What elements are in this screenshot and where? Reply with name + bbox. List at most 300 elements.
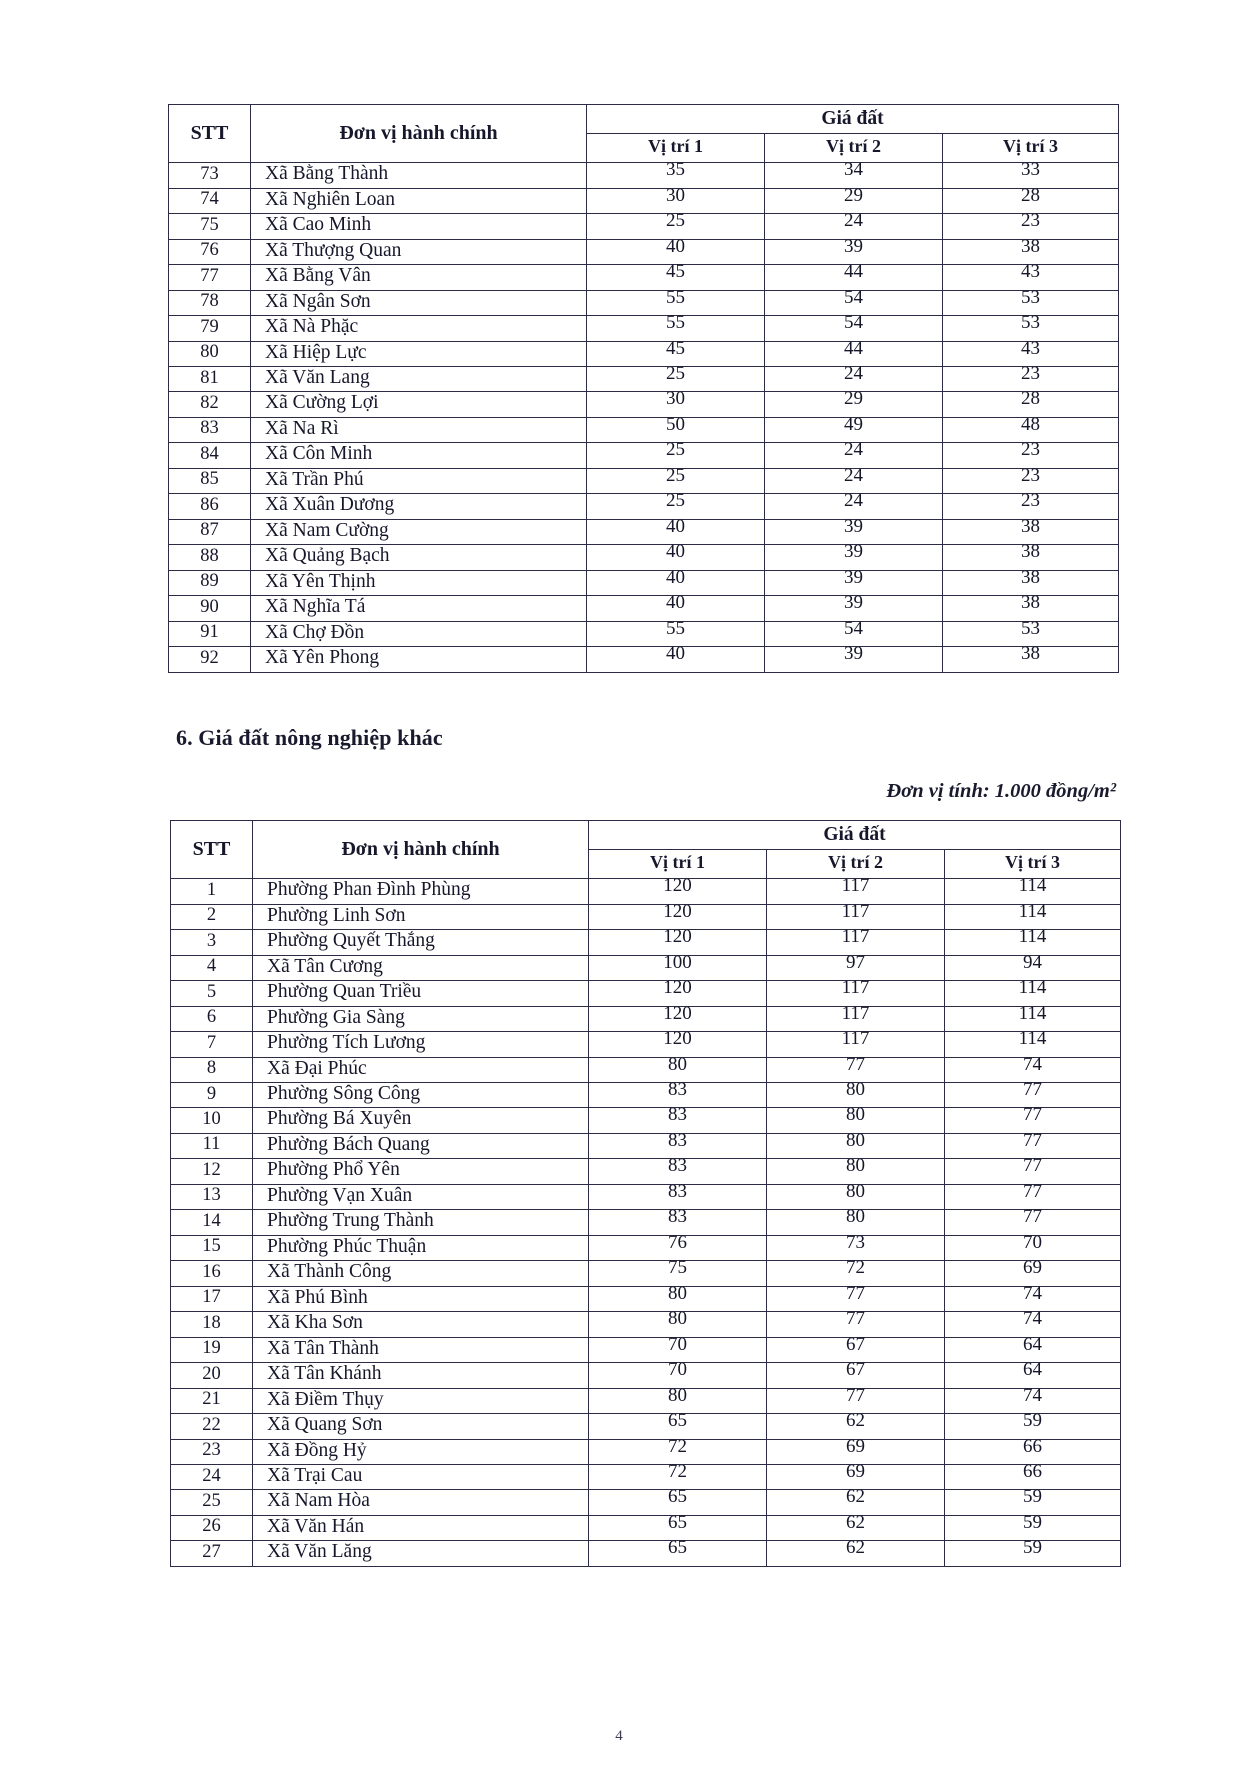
cell-admin-unit: Xã Kha Sơn [253,1312,589,1337]
cell-position-2: 39 [765,647,943,672]
cell-position-3: 38 [943,647,1119,672]
cell-position-1: 83 [589,1210,767,1235]
cell-position-1: 40 [587,596,765,621]
cell-position-3: 114 [945,1032,1121,1057]
cell-admin-unit: Phường Phan Đình Phùng [253,879,589,904]
table-row [171,1057,1121,1082]
cell-admin-unit: Phường Bá Xuyên [253,1108,589,1133]
cell-position-1: 50 [587,417,765,442]
cell-admin-unit: Phường Quyết Thắng [253,930,589,955]
table-row [171,1515,1121,1540]
cell-position-3: 114 [945,930,1121,955]
cell-position-3: 64 [945,1363,1121,1388]
cell-position-1: 25 [587,468,765,493]
cell-admin-unit: Phường Quan Triều [253,981,589,1006]
cell-position-3: 53 [943,290,1119,315]
cell-position-1: 83 [589,1108,767,1133]
cell-position-1: 40 [587,239,765,264]
cell-position-2: 54 [765,316,943,341]
cell-position-1: 80 [589,1057,767,1082]
cell-stt: 4 [171,955,253,980]
table-row [171,1439,1121,1464]
cell-position-2: 39 [765,596,943,621]
cell-position-1: 65 [589,1541,767,1566]
cell-position-2: 24 [765,494,943,519]
cell-stt: 16 [171,1261,253,1286]
cell-position-1: 30 [587,188,765,213]
cell-position-1: 35 [587,163,765,188]
cell-position-1: 55 [587,290,765,315]
cell-position-2: 117 [767,879,945,904]
cell-position-1: 25 [587,214,765,239]
cell-position-3: 94 [945,955,1121,980]
table-row [169,341,1119,366]
cell-position-3: 74 [945,1388,1121,1413]
cell-position-3: 77 [945,1133,1121,1158]
table-row [169,621,1119,646]
cell-position-3: 66 [945,1439,1121,1464]
table-row [169,214,1119,239]
cell-position-1: 25 [587,366,765,391]
cell-admin-unit: Xã Nghĩa Tá [251,596,587,621]
page-number: 4 [615,1728,623,1744]
cell-position-3: 28 [943,392,1119,417]
table-row [169,392,1119,417]
cell-position-1: 83 [589,1159,767,1184]
cell-admin-unit: Xã Nam Hòa [253,1490,589,1515]
cell-position-2: 77 [767,1057,945,1082]
cell-admin-unit: Xã Trần Phú [251,468,587,493]
cell-admin-unit: Phường Tích Lương [253,1032,589,1057]
cell-position-2: 62 [767,1490,945,1515]
table-row [169,519,1119,544]
cell-position-3: 43 [943,265,1119,290]
cell-position-1: 120 [589,904,767,929]
cell-position-1: 100 [589,955,767,980]
table-row [171,1541,1121,1566]
cell-position-3: 23 [943,468,1119,493]
cell-position-2: 80 [767,1159,945,1184]
table-row [171,1032,1121,1057]
cell-position-1: 65 [589,1490,767,1515]
cell-stt: 74 [169,188,251,213]
cell-position-2: 29 [765,392,943,417]
cell-position-2: 77 [767,1312,945,1337]
cell-admin-unit: Xã Ngân Sơn [251,290,587,315]
table-row [171,981,1121,1006]
cell-stt: 20 [171,1363,253,1388]
cell-admin-unit: Xã Nà Phặc [251,316,587,341]
column-header-admin-unit: Đơn vị hành chính [251,105,587,163]
cell-stt: 25 [171,1490,253,1515]
cell-admin-unit: Phường Sông Công [253,1082,589,1107]
table-header [169,105,1119,163]
cell-position-1: 40 [587,647,765,672]
table-row [171,1465,1121,1490]
cell-position-1: 30 [587,392,765,417]
cell-position-3: 38 [943,239,1119,264]
cell-position-1: 45 [587,265,765,290]
table-row [171,1159,1121,1184]
cell-stt: 13 [171,1184,253,1209]
table-row [169,494,1119,519]
land-price-table-continued [168,104,1118,673]
cell-position-2: 54 [765,290,943,315]
cell-stt: 88 [169,545,251,570]
price-table [168,104,1119,673]
cell-admin-unit: Phường Phổ Yên [253,1159,589,1184]
cell-position-3: 66 [945,1465,1121,1490]
other-agricultural-land-price-table [170,820,1120,1567]
cell-position-2: 80 [767,1133,945,1158]
cell-admin-unit: Xã Thượng Quan [251,239,587,264]
cell-position-1: 55 [587,621,765,646]
cell-position-2: 97 [767,955,945,980]
cell-admin-unit: Xã Tân Thành [253,1337,589,1362]
column-header-position-3: Vị trí 3 [943,134,1119,163]
table-row [171,1337,1121,1362]
cell-position-1: 120 [589,930,767,955]
cell-position-2: 44 [765,341,943,366]
cell-stt: 8 [171,1057,253,1082]
cell-position-2: 24 [765,468,943,493]
cell-position-1: 80 [589,1312,767,1337]
table-row [171,955,1121,980]
cell-admin-unit: Xã Văn Hán [253,1515,589,1540]
cell-stt: 73 [169,163,251,188]
cell-position-2: 39 [765,519,943,544]
cell-position-1: 25 [587,494,765,519]
cell-position-3: 59 [945,1490,1121,1515]
cell-position-2: 39 [765,239,943,264]
cell-position-1: 120 [589,879,767,904]
table-row [171,930,1121,955]
cell-stt: 7 [171,1032,253,1057]
cell-position-1: 83 [589,1082,767,1107]
cell-position-2: 54 [765,621,943,646]
cell-stt: 90 [169,596,251,621]
cell-stt: 9 [171,1082,253,1107]
cell-admin-unit: Xã Quang Sơn [253,1414,589,1439]
cell-position-2: 39 [765,545,943,570]
unit-of-measure-note: Đơn vị tính: 1.000 đồng/m² [886,780,1116,802]
cell-stt: 24 [171,1465,253,1490]
cell-position-3: 38 [943,570,1119,595]
table-body [171,875,1121,1567]
cell-position-3: 59 [945,1414,1121,1439]
cell-position-3: 28 [943,188,1119,213]
cell-admin-unit: Xã Thành Công [253,1261,589,1286]
column-header-stt: STT [171,821,253,879]
cell-position-1: 80 [589,1388,767,1413]
cell-stt: 19 [171,1337,253,1362]
cell-admin-unit: Xã Phú Bình [253,1286,589,1311]
cell-stt: 10 [171,1108,253,1133]
table-row [171,1388,1121,1413]
cell-position-3: 23 [943,366,1119,391]
cell-position-3: 53 [943,621,1119,646]
cell-position-1: 76 [589,1235,767,1260]
cell-stt: 14 [171,1210,253,1235]
cell-position-2: 29 [765,188,943,213]
table-row [169,468,1119,493]
table-row [171,1490,1121,1515]
cell-stt: 75 [169,214,251,239]
table-row [171,1414,1121,1439]
cell-position-3: 114 [945,904,1121,929]
cell-position-2: 69 [767,1439,945,1464]
cell-stt: 86 [169,494,251,519]
cell-position-1: 40 [587,519,765,544]
table-row [171,879,1121,904]
cell-stt: 79 [169,316,251,341]
cell-position-1: 70 [589,1337,767,1362]
cell-stt: 17 [171,1286,253,1311]
section-heading: 6. Giá đất nông nghiệp khác [176,725,443,750]
table-row [169,366,1119,391]
price-table [170,820,1121,1567]
cell-admin-unit: Phường Bách Quang [253,1133,589,1158]
cell-stt: 12 [171,1159,253,1184]
cell-position-1: 83 [589,1133,767,1158]
cell-position-3: 23 [943,214,1119,239]
column-header-position-1: Vị trí 1 [589,850,767,879]
cell-stt: 85 [169,468,251,493]
cell-position-1: 72 [589,1439,767,1464]
cell-stt: 89 [169,570,251,595]
cell-admin-unit: Xã Văn Lăng [253,1541,589,1566]
table-row [169,265,1119,290]
cell-admin-unit: Xã Nam Cường [251,519,587,544]
cell-admin-unit: Phường Trung Thành [253,1210,589,1235]
cell-position-2: 39 [765,570,943,595]
cell-admin-unit: Xã Yên Thịnh [251,570,587,595]
cell-stt: 2 [171,904,253,929]
cell-position-1: 72 [589,1465,767,1490]
cell-stt: 21 [171,1388,253,1413]
cell-position-2: 117 [767,1032,945,1057]
cell-admin-unit: Xã Hiệp Lực [251,341,587,366]
cell-stt: 5 [171,981,253,1006]
cell-stt: 80 [169,341,251,366]
cell-admin-unit: Xã Điềm Thụy [253,1388,589,1413]
cell-stt: 81 [169,366,251,391]
cell-position-1: 25 [587,443,765,468]
cell-position-1: 70 [589,1363,767,1388]
table-row [169,239,1119,264]
cell-admin-unit: Phường Gia Sàng [253,1006,589,1031]
cell-position-2: 69 [767,1465,945,1490]
cell-stt: 92 [169,647,251,672]
cell-admin-unit: Xã Nghiên Loan [251,188,587,213]
cell-stt: 76 [169,239,251,264]
cell-stt: 27 [171,1541,253,1566]
cell-position-3: 77 [945,1184,1121,1209]
cell-position-3: 48 [943,417,1119,442]
cell-stt: 22 [171,1414,253,1439]
table-row [169,290,1119,315]
cell-position-1: 80 [589,1286,767,1311]
table-row [171,1312,1121,1337]
cell-admin-unit: Xã Tân Khánh [253,1363,589,1388]
cell-stt: 6 [171,1006,253,1031]
cell-position-1: 65 [589,1414,767,1439]
table-row [171,1261,1121,1286]
cell-admin-unit: Phường Vạn Xuân [253,1184,589,1209]
cell-admin-unit: Xã Văn Lang [251,366,587,391]
cell-position-1: 40 [587,545,765,570]
table-row [171,1006,1121,1031]
cell-admin-unit: Xã Cường Lợi [251,392,587,417]
cell-position-2: 117 [767,981,945,1006]
cell-position-1: 65 [589,1515,767,1540]
column-header-position-2: Vị trí 2 [767,850,945,879]
cell-position-3: 114 [945,981,1121,1006]
column-header-stt: STT [169,105,251,163]
table-row [171,1184,1121,1209]
cell-stt: 18 [171,1312,253,1337]
cell-position-2: 49 [765,417,943,442]
cell-position-3: 70 [945,1235,1121,1260]
column-header-position-3: Vị trí 3 [945,850,1121,879]
cell-stt: 1 [171,879,253,904]
cell-admin-unit: Xã Đồng Hỷ [253,1439,589,1464]
cell-stt: 87 [169,519,251,544]
cell-position-3: 114 [945,1006,1121,1031]
cell-position-3: 38 [943,596,1119,621]
cell-position-2: 117 [767,930,945,955]
table-row [169,570,1119,595]
cell-position-2: 80 [767,1184,945,1209]
cell-admin-unit: Xã Côn Minh [251,443,587,468]
cell-position-2: 73 [767,1235,945,1260]
table-body [169,159,1119,672]
cell-stt: 91 [169,621,251,646]
cell-position-2: 24 [765,443,943,468]
cell-position-2: 67 [767,1363,945,1388]
cell-position-3: 77 [945,1159,1121,1184]
cell-stt: 77 [169,265,251,290]
table-row [169,596,1119,621]
cell-position-3: 23 [943,443,1119,468]
table-row [171,904,1121,929]
table-row [169,443,1119,468]
cell-stt: 15 [171,1235,253,1260]
cell-position-3: 38 [943,545,1119,570]
column-header-price-group: Giá đất [587,105,1119,134]
table-header [171,821,1121,879]
cell-admin-unit: Xã Trại Cau [253,1465,589,1490]
cell-position-3: 64 [945,1337,1121,1362]
cell-position-2: 62 [767,1515,945,1540]
cell-admin-unit: Xã Xuân Dương [251,494,587,519]
cell-stt: 23 [171,1439,253,1464]
cell-position-2: 80 [767,1082,945,1107]
table-row [171,1133,1121,1158]
cell-stt: 78 [169,290,251,315]
cell-position-1: 40 [587,570,765,595]
table-row [169,545,1119,570]
table-row [171,1210,1121,1235]
cell-admin-unit: Phường Phúc Thuận [253,1235,589,1260]
table-row [169,417,1119,442]
cell-position-2: 72 [767,1261,945,1286]
cell-position-2: 117 [767,1006,945,1031]
table-row [171,1108,1121,1133]
cell-position-2: 44 [765,265,943,290]
cell-position-3: 77 [945,1210,1121,1235]
table-row [171,1082,1121,1107]
table-row [169,316,1119,341]
cell-position-1: 55 [587,316,765,341]
column-header-admin-unit: Đơn vị hành chính [253,821,589,879]
cell-position-2: 24 [765,366,943,391]
cell-position-2: 24 [765,214,943,239]
table-row [169,163,1119,188]
cell-admin-unit: Xã Na Rì [251,417,587,442]
cell-stt: 83 [169,417,251,442]
cell-stt: 84 [169,443,251,468]
cell-position-2: 80 [767,1108,945,1133]
cell-position-2: 77 [767,1388,945,1413]
cell-stt: 3 [171,930,253,955]
cell-position-1: 83 [589,1184,767,1209]
cell-position-1: 45 [587,341,765,366]
cell-position-3: 43 [943,341,1119,366]
table-row [169,188,1119,213]
cell-position-3: 38 [943,519,1119,544]
cell-position-3: 77 [945,1082,1121,1107]
cell-position-3: 59 [945,1515,1121,1540]
cell-stt: 82 [169,392,251,417]
cell-admin-unit: Phường Linh Sơn [253,904,589,929]
cell-position-2: 34 [765,163,943,188]
column-header-price-group: Giá đất [589,821,1121,850]
cell-admin-unit: Xã Yên Phong [251,647,587,672]
cell-stt: 26 [171,1515,253,1540]
cell-position-1: 120 [589,1006,767,1031]
cell-position-2: 67 [767,1337,945,1362]
cell-position-3: 74 [945,1312,1121,1337]
cell-stt: 11 [171,1133,253,1158]
cell-admin-unit: Xã Bằng Thành [251,163,587,188]
cell-position-3: 23 [943,494,1119,519]
cell-position-2: 62 [767,1541,945,1566]
cell-position-3: 77 [945,1108,1121,1133]
cell-position-2: 117 [767,904,945,929]
cell-position-3: 114 [945,879,1121,904]
cell-position-2: 77 [767,1286,945,1311]
cell-admin-unit: Xã Bằng Vân [251,265,587,290]
cell-position-3: 69 [945,1261,1121,1286]
cell-position-2: 80 [767,1210,945,1235]
cell-position-1: 120 [589,981,767,1006]
cell-position-3: 53 [943,316,1119,341]
cell-position-3: 74 [945,1057,1121,1082]
cell-admin-unit: Xã Đại Phúc [253,1057,589,1082]
table-row [171,1363,1121,1388]
cell-admin-unit: Xã Cao Minh [251,214,587,239]
table-row [171,1286,1121,1311]
table-row [169,647,1119,672]
cell-admin-unit: Xã Quảng Bạch [251,545,587,570]
cell-position-1: 75 [589,1261,767,1286]
cell-admin-unit: Xã Chợ Đồn [251,621,587,646]
cell-position-3: 59 [945,1541,1121,1566]
cell-position-2: 62 [767,1414,945,1439]
table-row [171,1235,1121,1260]
cell-position-1: 120 [589,1032,767,1057]
